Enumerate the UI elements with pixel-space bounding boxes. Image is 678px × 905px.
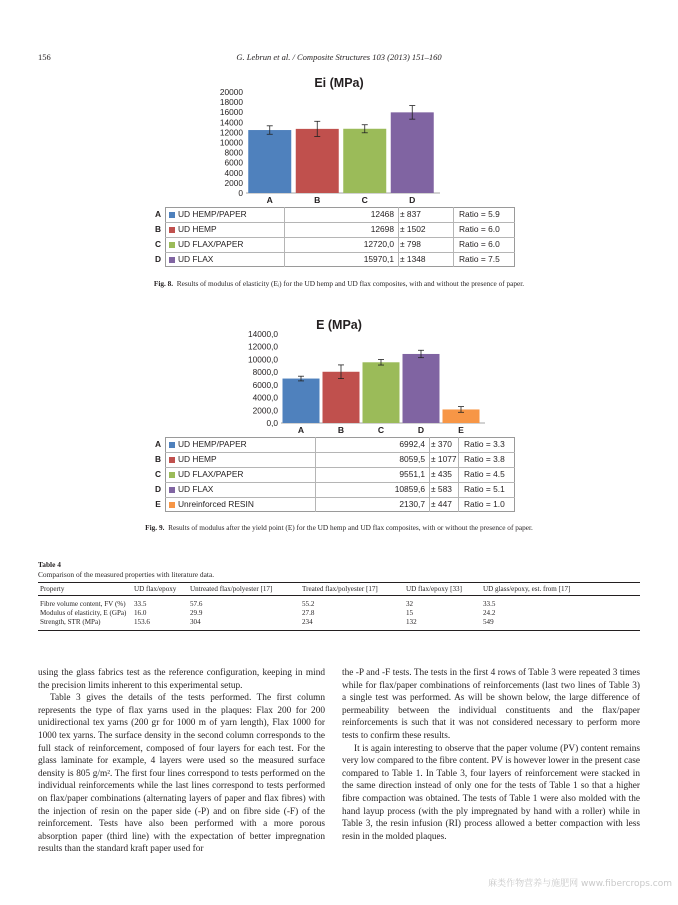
table4-cell: 57.6 <box>190 600 203 608</box>
fig8-xtick-label: D <box>409 195 416 205</box>
fig9-legend-swatch <box>169 487 175 493</box>
fig9-bar-a <box>283 379 320 423</box>
fig8-ytick-label: 16000 <box>219 107 243 118</box>
running-title: G. Lebrun et al. / Composite Structures 103 (2013) 151–160 <box>236 52 442 62</box>
fig9-row-label: UD HEMP <box>178 454 217 464</box>
fig9-row-value: 10859,6 <box>394 484 425 494</box>
fig9-row-divider <box>165 467 515 468</box>
fig8-row-label: UD FLAX <box>178 254 214 264</box>
fig9-xtick-label: E <box>458 425 464 435</box>
fig8-row-letter: A <box>154 209 162 219</box>
table4 <box>38 582 640 631</box>
fig8-ytick-label: 18000 <box>219 97 243 108</box>
fig9-column-divider <box>458 482 459 497</box>
fig9-ytick-label: 14000,0 <box>248 329 278 339</box>
fig9-bar-c <box>363 362 400 423</box>
fig9-caption <box>0 523 678 532</box>
fig9-row-divider <box>165 452 515 453</box>
table4-cell: 549 <box>483 618 494 626</box>
fig9-ytick-label: 10000,0 <box>248 354 278 365</box>
fig9-column-divider <box>315 437 316 452</box>
fig8-row-label: UD FLAX/PAPER <box>178 239 244 249</box>
fig9-row-letter: C <box>154 469 162 479</box>
fig9-column-divider <box>429 452 430 467</box>
fig9-column-divider <box>429 497 430 512</box>
fig9-row-label: UD HEMP/PAPER <box>178 439 247 449</box>
fig9-column-divider <box>315 482 316 497</box>
fig8-chart-title: Ei (MPa) <box>314 76 364 90</box>
fig9-row-sd: ± 583 <box>431 484 452 494</box>
fig8-row-ratio: Ratio = 6.0 <box>459 224 500 234</box>
fig8-row-letter: C <box>154 239 162 249</box>
left-paragraph-2: Table 3 gives the details of the tests performed. The first column represents the type of flax yarns used in the plaques: Flax 200 for 200 unidirectional tex yarns (200 gr for 1000 m of yarn length), Flax 1000 for 1000 tex yarns. The surface density in the second column corresponds to the full stack of reinforcement, composed of four layers for each test. For the glass laminate for example, 4 layers were used so the measured surface density is 805 g/m². The first four lines correspond to tests performed on the individual reinforcements while the last lines correspond to tests performed on flax/paper combinations (alternating layers of paper and flax fibres) with the injection of resin on the paper side (-P) and on fibre side (-F) of the reinforcement. Tests have also been performed with a more porous absorption paper (third line) with the expectation of better impregnation results than the standard kraft paper used for <box>38 693 325 855</box>
table4-cell: 132 <box>406 618 417 626</box>
fig8-row-value: 15970,1 <box>363 254 394 264</box>
table-row <box>38 609 640 618</box>
right-paragraph-1: the -P and -F tests. The tests in the first 4 rows of Table 3 were repeated 3 times while for flax/paper combinations of reinforcements (last two lines of Table 3) a single test was performed. As will be shown below, the large difference of permeability between the individual constituents and the flax/paper reinforcements is such that it was not considered necessary to perform more tests to confirm these results. <box>342 668 640 741</box>
fig9-column-divider <box>458 452 459 467</box>
table4-body <box>38 596 640 631</box>
fig8-ytick-label: 6000 <box>224 157 243 168</box>
fig9-ytick-label: 6000,0 <box>252 379 278 390</box>
fig9-row-ratio: Ratio = 4.5 <box>464 469 505 479</box>
fig9-row-ratio: Ratio = 3.3 <box>464 439 505 449</box>
fig9-ytick-label: 12000,0 <box>248 341 278 352</box>
fig9-column-divider <box>458 497 459 512</box>
table4-header-cell: Untreated flax/polyester [17] <box>190 585 273 593</box>
fig9-column-divider <box>458 437 459 452</box>
table4-cell: 29.9 <box>190 609 203 617</box>
fig8-xtick-label: B <box>314 195 321 205</box>
fig9-column-divider <box>458 467 459 482</box>
fig8-row-ratio: Ratio = 5.9 <box>459 209 500 219</box>
fig8-ytick-label: 10000 <box>219 137 243 148</box>
fig8-row-letter: D <box>154 254 162 264</box>
table4-cell: Strength, STR (MPa) <box>40 618 101 626</box>
table4-cell: 32 <box>406 600 414 608</box>
fig9-row-sd: ± 370 <box>431 439 452 449</box>
table4-cell: 234 <box>302 618 313 626</box>
fig9-legend-swatch <box>169 502 175 508</box>
fig9-caption-label: Fig. 9. <box>145 523 165 532</box>
table4-title: Table 4 <box>38 560 61 569</box>
page-number: 156 <box>38 52 51 62</box>
table4-cell: 15 <box>406 609 414 617</box>
fig8-row-value: 12698 <box>370 224 394 234</box>
fig9-row-ratio: Ratio = 5.1 <box>464 484 505 494</box>
table-row <box>38 596 640 610</box>
fig9-row-sd: ± 447 <box>431 499 452 509</box>
fig9-row-sd: ± 435 <box>431 469 452 479</box>
table4-cell: 55.2 <box>302 600 315 608</box>
fig8-row-sd: ± 1348 <box>400 254 426 264</box>
fig9-xtick-label: A <box>297 425 305 435</box>
fig8-ytick-label: 4000 <box>224 167 243 178</box>
fig9-row-divider <box>165 497 515 498</box>
fig9-ytick-label: 8000,0 <box>252 367 278 378</box>
fig9-xtick-label: D <box>417 425 425 435</box>
fig9-row-label: UD FLAX/PAPER <box>178 469 244 479</box>
fig8-xtick-label: C <box>361 195 368 205</box>
body-column-left <box>38 667 325 856</box>
fig9-ytick-label: 0,0 <box>266 418 278 428</box>
fig9-bar-d <box>403 354 440 423</box>
table4-cell: 304 <box>190 618 201 626</box>
fig8-ytick-label: 14000 <box>219 117 243 128</box>
table4-cell: 33.5 <box>134 600 147 608</box>
fig9-row-ratio: Ratio = 3.8 <box>464 454 505 464</box>
table4-header-cell: UD flax/epoxy [33] <box>406 585 462 593</box>
table4-cell: 24.2 <box>483 609 496 617</box>
table4-caption: Comparison of the measured properties with literature data. <box>38 570 215 579</box>
table4-header-cell: Property <box>40 585 65 593</box>
right-paragraph-2: It is again interesting to observe that the paper volume (PV) content remains very low compared to the fibre content. PV is however lower in the present case compared to Table 1. In Table 3, four layers of reinforcement were stacked in the same direction instead of only one for the tests of Table 1 so that a higher fibre compaction was obtained. The tests of Table 1 were also molded with the hand layup process (with the ply impregnated by hand with a roller) while in Table 3, the resin infusion (RI) process allowed a better compaction with less resin in the molded plaques. <box>342 743 641 842</box>
fig9-legend-swatch <box>169 442 175 448</box>
body-column-right <box>342 667 640 843</box>
table4-cell: 33.5 <box>483 600 496 608</box>
fig9-legend-swatch <box>169 472 175 478</box>
fig9-row-letter: E <box>155 499 161 509</box>
fig9-row-value: 2130,7 <box>399 499 425 509</box>
fig8-row-value: 12468 <box>370 209 394 219</box>
table4-header-cell: UD glass/epoxy, est. from [17] <box>483 585 571 593</box>
table4-header-cell: UD flax/epoxy <box>134 585 177 593</box>
fig9-row-label: Unreinforced RESIN <box>178 499 254 509</box>
table4-cell: 16.0 <box>134 609 147 617</box>
table4-cell: Modulus of elasticity, E (GPa) <box>40 609 127 617</box>
watermark: 麻类作物营养与施肥网 www.fibercrops.com <box>488 879 672 889</box>
fig9-row-label: UD FLAX <box>178 484 214 494</box>
fig9-column-divider <box>315 497 316 512</box>
fig9-caption-text: Results of modulus after the yield point (E) for the UD hemp and UD flax composites, with or without the presence of paper. <box>168 523 533 532</box>
fig9-bar-b <box>323 372 360 423</box>
fig9-column-divider <box>429 467 430 482</box>
fig9-row-value: 6992,4 <box>399 439 425 449</box>
table4-header-cell: Treated flax/polyester [17] <box>302 585 378 593</box>
fig8-row-sd: ± 798 <box>400 239 421 249</box>
fig9-ytick-label: 4000,0 <box>252 392 278 403</box>
fig8-ytick-label: 2000 <box>224 177 243 188</box>
fig8-caption-label: Fig. 8. <box>153 279 174 288</box>
fig9-row-value: 9551,1 <box>399 469 425 479</box>
fig8-caption-text: Results of modulus of elasticity (Eᵢ) for the UD hemp and UD flax composites, with and without the presence of paper. <box>176 279 525 288</box>
fig9-legend-swatch <box>169 457 175 463</box>
fig8-xtick-label: A <box>266 195 273 205</box>
fig9-row-letter: B <box>154 454 162 464</box>
fig9-column-divider <box>429 482 430 497</box>
fig9-row-divider <box>165 482 515 483</box>
fig9-column-divider <box>429 437 430 452</box>
table4-cell: Fibre volume content, FV (%) <box>40 600 126 608</box>
fig8-row-ratio: Ratio = 7.5 <box>459 254 500 264</box>
fig9-row-sd: ± 1077 <box>431 454 457 464</box>
fig9-chart-title: E (MPa) <box>316 318 362 332</box>
fig9-row-letter: A <box>154 439 162 449</box>
fig8-row-value: 12720,0 <box>363 239 394 249</box>
fig8-row-letter: B <box>154 224 162 234</box>
left-paragraph-1: using the glass fabrics test as the reference configuration, keeping in mind the precision limits inherent to this experimental setup. <box>38 668 325 691</box>
fig8-row-sd: ± 1502 <box>400 224 426 234</box>
fig9-ytick-label: 2000,0 <box>252 405 278 416</box>
fig8-ytick-label: 0 <box>238 188 243 198</box>
fig9-column-divider <box>315 467 316 482</box>
fig8-ytick-label: 8000 <box>224 147 243 158</box>
table4-cell: 27.8 <box>302 609 315 617</box>
fig8-row-label: UD HEMP/PAPER <box>178 209 247 219</box>
table4-header-row <box>38 583 640 596</box>
fig8-ytick-label: 20000 <box>219 87 243 97</box>
table4-cell: 153.6 <box>134 618 150 626</box>
fig9-xtick-label: C <box>377 425 385 435</box>
fig8-row-sd: ± 837 <box>400 209 421 219</box>
table-row <box>38 618 640 631</box>
fig9-xtick-label: B <box>337 425 345 435</box>
fig8-row-ratio: Ratio = 6.0 <box>459 239 500 249</box>
fig9-row-value: 8059,5 <box>399 454 425 464</box>
fig9-row-letter: D <box>154 484 162 494</box>
fig9-column-divider <box>315 452 316 467</box>
fig8-ytick-label: 12000 <box>219 127 243 138</box>
fig8-row-label: UD HEMP <box>178 224 217 234</box>
fig9-row-ratio: Ratio = 1.0 <box>464 499 505 509</box>
